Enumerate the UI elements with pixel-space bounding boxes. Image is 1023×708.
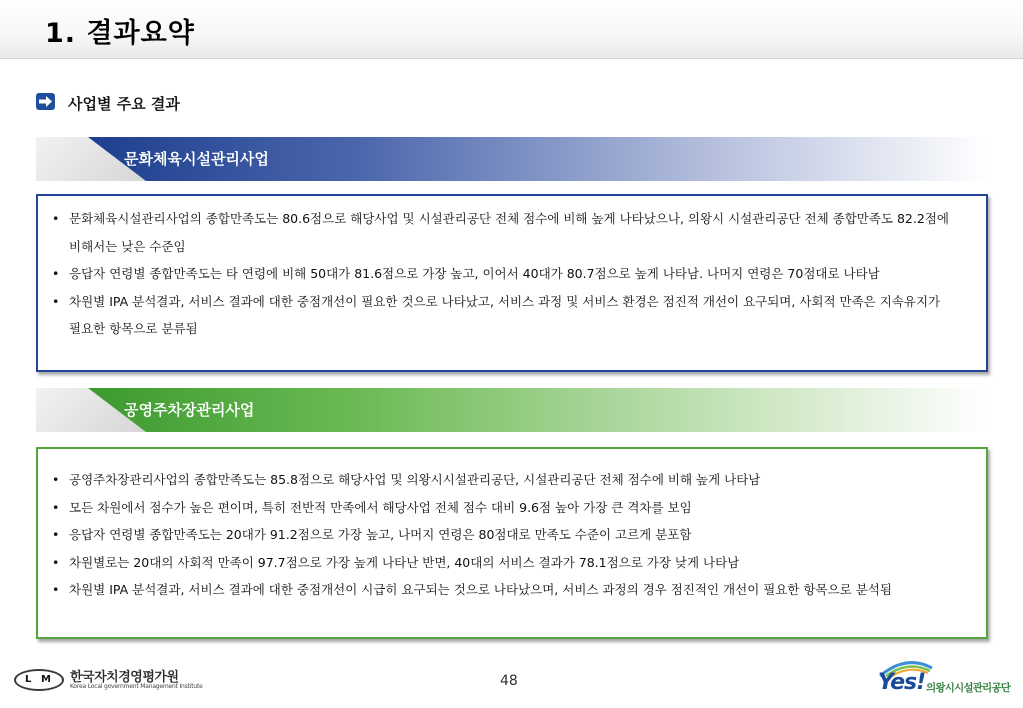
org-name-en: Korea Local government Management Institute xyxy=(70,683,203,690)
title-bar xyxy=(0,0,1023,59)
list-item xyxy=(38,494,986,522)
org-name-kr: 한국자치경영평가원 xyxy=(70,670,179,685)
list-item xyxy=(38,521,986,549)
section-body-public-parking xyxy=(36,447,988,639)
list-item xyxy=(38,205,986,260)
section-title: 문화체육시설관리사업 xyxy=(124,150,269,168)
bullet-icon: • xyxy=(52,499,60,515)
page-title: 1. 결과요약 xyxy=(45,18,195,49)
org-logo-letter: L xyxy=(25,674,32,685)
bullet-icon: • xyxy=(52,554,60,570)
list-item xyxy=(38,466,986,494)
bullet-text: 응답자 연령별 종합만족도는 20대가 91.2점으로 가장 높고, 나머지 연령은 80점대로 만족도 수준이 고르게 분포함 xyxy=(69,527,692,542)
org-logo-mark xyxy=(14,669,64,691)
org-logo xyxy=(14,666,203,692)
bullet-text: 모든 차원에서 점수가 높은 편이며, 특히 전반적 만족에서 해당사업 전체 점수 대비 9.6점 높아 가장 큰 격차를 보임 xyxy=(69,499,692,515)
org-logo-letter: M xyxy=(41,674,51,685)
bullet-text: 차원별로는 20대의 사회적 만족이 97.7점으로 가장 높게 나타난 반면, 40대의 서비스 결과가 78.1점으로 가장 낮게 나타남 xyxy=(69,554,740,570)
bullet-icon: • xyxy=(52,472,60,487)
list-item xyxy=(38,576,986,604)
bullet-icon: • xyxy=(52,582,60,597)
list-item xyxy=(38,260,986,288)
section-header-public-parking xyxy=(36,388,988,432)
bullet-list xyxy=(38,196,986,343)
arrow-right-icon xyxy=(36,93,55,110)
page-number: 48 xyxy=(500,673,518,689)
bullet-text: 차원별 IPA 분석결과, 서비스 결과에 대한 중점개선이 필요한 것으로 나타났고, 서비스 과정 및 서비스 환경은 점진적 개선이 요구되며, 사회적 만족은 지속유지가 필요한 항목으로 분류됨 xyxy=(69,293,941,336)
bullet-text: 응답자 연령별 종합만족도는 타 연령에 비해 50대가 81.6점으로 가장 높고, 이어서 40대가 80.7점으로 높게 나타남. 나머지 연령은 70점대로 나타남 xyxy=(69,266,880,281)
bullet-icon: • xyxy=(52,293,60,309)
subheading-label: 사업별 주요 결과 xyxy=(68,95,180,113)
bullet-icon: • xyxy=(52,211,60,226)
client-name: 의왕시시설관리공단 xyxy=(926,682,1011,694)
bullet-text: 차원별 IPA 분석결과, 서비스 결과에 대한 중점개선이 시급히 요구되는 것으로 나타났으며, 서비스 과정의 경우 점진적인 개선이 필요한 항목으로 분석됨 xyxy=(69,582,892,597)
bullet-list xyxy=(38,449,986,604)
section-header-culture-sports xyxy=(36,137,988,181)
bullet-icon: • xyxy=(52,266,60,281)
section-title: 공영주차장관리사업 xyxy=(124,401,255,419)
section-body-culture-sports xyxy=(36,194,988,372)
bullet-text: 문화체육시설관리사업의 종합만족도는 80.6점으로 해당사업 및 시설관리공단 전체 점수에 비해 높게 나타났으나, 의왕시 시설관리공단 전체 종합만족도 82.2점에 비해서는 낮은 수준임 xyxy=(69,211,949,254)
bullet-icon: • xyxy=(52,527,60,542)
bullet-text: 공영주차장관리사업의 종합만족도는 85.8점으로 해당사업 및 의왕시시설관리공단, 시설관리공단 전체 점수에 비해 높게 나타남 xyxy=(69,472,761,487)
list-item xyxy=(38,288,986,343)
list-item xyxy=(38,549,986,577)
client-logo xyxy=(870,658,1015,698)
client-logo-text: Yes! xyxy=(878,670,926,695)
